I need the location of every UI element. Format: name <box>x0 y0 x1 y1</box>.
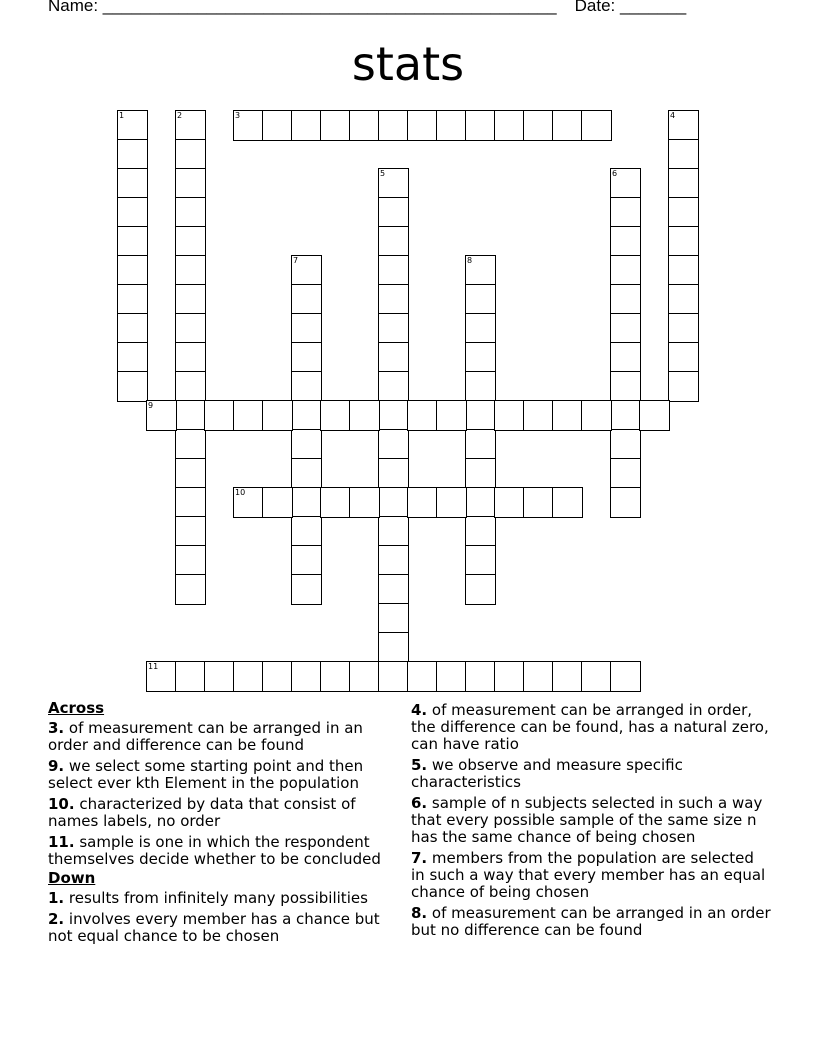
clue-text: involves every member has a chance but not equal chance to be chosen <box>48 910 380 945</box>
cell-number: 9 <box>148 401 154 410</box>
grid-cell[interactable] <box>233 110 264 141</box>
clue-text: of measurement can be arranged in order, the difference can be found, has a natural zero, can have ratio <box>411 701 769 753</box>
clue-text: of measurement can be arranged in an order and difference can be found <box>48 719 363 754</box>
grid-cell[interactable] <box>378 632 409 663</box>
grid-cell[interactable] <box>407 487 438 518</box>
clue-number: 10. <box>48 795 75 813</box>
cell-number: 1 <box>119 111 125 120</box>
grid-cell[interactable] <box>117 284 148 315</box>
grid-cell[interactable] <box>610 168 641 199</box>
grid-cell[interactable] <box>175 226 206 257</box>
grid-cell[interactable] <box>175 342 206 373</box>
grid-cell[interactable] <box>146 400 177 431</box>
grid-cell[interactable] <box>523 110 554 141</box>
clue-down-5 <box>411 757 771 791</box>
clue-number: 2. <box>48 910 65 928</box>
grid-cell[interactable] <box>291 110 322 141</box>
grid-cell[interactable] <box>610 284 641 315</box>
cell-number: 5 <box>380 169 386 178</box>
grid-cell[interactable] <box>436 661 467 692</box>
grid-cell[interactable] <box>523 487 554 518</box>
clues-right-column <box>411 702 771 943</box>
grid-cell[interactable] <box>436 110 467 141</box>
grid-cell[interactable] <box>610 661 641 692</box>
grid-cell[interactable] <box>291 458 322 489</box>
cell-number: 4 <box>670 111 676 120</box>
grid-cell[interactable] <box>320 661 351 692</box>
grid-cell[interactable] <box>610 400 641 431</box>
down-heading: Down <box>48 869 96 887</box>
grid-cell[interactable] <box>291 400 322 431</box>
grid-cell[interactable] <box>349 110 380 141</box>
grid-cell[interactable] <box>378 545 409 576</box>
grid-cell[interactable] <box>204 661 235 692</box>
grid-cell[interactable] <box>175 487 206 518</box>
grid-cell[interactable] <box>610 226 641 257</box>
grid-cell[interactable] <box>262 661 293 692</box>
grid-cell[interactable] <box>407 110 438 141</box>
grid-cell[interactable] <box>581 110 612 141</box>
grid-cell[interactable] <box>175 371 206 402</box>
grid-cell[interactable] <box>668 110 699 141</box>
grid-cell[interactable] <box>610 255 641 286</box>
grid-cell[interactable] <box>668 313 699 344</box>
grid-cell[interactable] <box>175 168 206 199</box>
clue-across-11 <box>48 834 398 868</box>
grid-cell[interactable] <box>436 487 467 518</box>
clues-left-column <box>48 700 398 949</box>
grid-cell[interactable] <box>610 429 641 460</box>
grid-cell[interactable] <box>378 429 409 460</box>
grid-cell[interactable] <box>117 168 148 199</box>
grid-cell[interactable] <box>552 487 583 518</box>
grid-cell[interactable] <box>378 371 409 402</box>
clue-text: of measurement can be arranged in an order but no difference can be found <box>411 904 771 939</box>
grid-cell[interactable] <box>494 110 525 141</box>
clue-text: sample is one in which the respondent themselves decide whether to be concluded <box>48 833 381 868</box>
grid-cell[interactable] <box>465 313 496 344</box>
grid-cell[interactable] <box>668 342 699 373</box>
grid-cell[interactable] <box>204 400 235 431</box>
cell-number: 8 <box>467 256 473 265</box>
grid-cell[interactable] <box>262 487 293 518</box>
grid-cell[interactable] <box>175 661 206 692</box>
grid-cell[interactable] <box>349 661 380 692</box>
grid-cell[interactable] <box>175 458 206 489</box>
grid-cell[interactable] <box>291 371 322 402</box>
grid-cell[interactable] <box>117 139 148 170</box>
grid-cell[interactable] <box>117 371 148 402</box>
grid-cell[interactable] <box>465 661 496 692</box>
grid-cell[interactable] <box>668 371 699 402</box>
grid-cell[interactable] <box>639 400 670 431</box>
grid-cell[interactable] <box>175 429 206 460</box>
clue-number: 4. <box>411 701 428 719</box>
grid-cell[interactable] <box>291 429 322 460</box>
grid-cell[interactable] <box>175 284 206 315</box>
grid-cell[interactable] <box>407 400 438 431</box>
grid-cell[interactable] <box>552 661 583 692</box>
date-field[interactable]: Date: _______ <box>574 0 687 15</box>
grid-cell[interactable] <box>465 516 496 547</box>
clue-text: we select some starting point and then select ever kth Element in the population <box>48 757 364 792</box>
grid-cell[interactable] <box>378 255 409 286</box>
grid-cell[interactable] <box>146 661 177 692</box>
clue-down-1 <box>48 890 398 907</box>
grid-cell[interactable] <box>378 168 409 199</box>
grid-cell[interactable] <box>610 197 641 228</box>
grid-cell[interactable] <box>233 487 264 518</box>
grid-cell[interactable] <box>610 371 641 402</box>
grid-cell[interactable] <box>610 458 641 489</box>
grid-cell[interactable] <box>668 284 699 315</box>
grid-cell[interactable] <box>378 226 409 257</box>
grid-cell[interactable] <box>320 400 351 431</box>
cell-number: 3 <box>235 111 241 120</box>
grid-cell[interactable] <box>291 487 322 518</box>
cell-number: 2 <box>177 111 183 120</box>
clue-text: sample of n subjects selected in such a way that every possible sample of the same size n has the same chance of being chosen <box>411 794 763 846</box>
clue-number: 9. <box>48 757 65 775</box>
clue-number: 6. <box>411 794 428 812</box>
clue-text: we observe and measure specific characteristics <box>411 756 683 791</box>
grid-cell[interactable] <box>465 400 496 431</box>
grid-cell[interactable] <box>668 197 699 228</box>
grid-cell[interactable] <box>581 661 612 692</box>
grid-cell[interactable] <box>378 603 409 634</box>
grid-cell[interactable] <box>407 661 438 692</box>
grid-cell[interactable] <box>552 400 583 431</box>
grid-cell[interactable] <box>175 400 206 431</box>
cell-number: 6 <box>612 169 618 178</box>
grid-cell[interactable] <box>291 284 322 315</box>
grid-cell[interactable] <box>117 313 148 344</box>
grid-cell[interactable] <box>668 139 699 170</box>
grid-cell[interactable] <box>378 342 409 373</box>
grid-cell[interactable] <box>320 487 351 518</box>
clue-number: 3. <box>48 719 65 737</box>
clue-text: members from the population are selected in such a way that every member has an equal chance of being chosen <box>411 849 766 901</box>
grid-cell[interactable] <box>291 342 322 373</box>
grid-cell[interactable] <box>465 487 496 518</box>
grid-cell[interactable] <box>610 487 641 518</box>
clue-down-8 <box>411 905 771 939</box>
cell-number: 10 <box>235 488 246 497</box>
grid-cell[interactable] <box>494 661 525 692</box>
clue-down-2 <box>48 911 398 945</box>
grid-cell[interactable] <box>291 661 322 692</box>
clue-down-7 <box>411 850 771 901</box>
grid-cell[interactable] <box>668 168 699 199</box>
clue-number: 1. <box>48 889 65 907</box>
grid-cell[interactable] <box>262 400 293 431</box>
grid-cell[interactable] <box>175 255 206 286</box>
grid-cell[interactable] <box>262 110 293 141</box>
grid-cell[interactable] <box>378 487 409 518</box>
grid-cell[interactable] <box>465 284 496 315</box>
grid-cell[interactable] <box>175 139 206 170</box>
grid-cell[interactable] <box>465 255 496 286</box>
grid-cell[interactable] <box>291 516 322 547</box>
name-field[interactable]: Name: ________________________________________________ <box>48 0 557 15</box>
grid-cell[interactable] <box>523 400 554 431</box>
grid-cell[interactable] <box>117 342 148 373</box>
grid-cell[interactable] <box>175 197 206 228</box>
grid-cell[interactable] <box>668 226 699 257</box>
grid-cell[interactable] <box>552 110 583 141</box>
grid-cell[interactable] <box>175 545 206 576</box>
grid-cell[interactable] <box>465 458 496 489</box>
clue-text: results from infinitely many possibilities <box>68 889 368 907</box>
clue-number: 7. <box>411 849 428 867</box>
clue-number: 11. <box>48 833 75 851</box>
grid-cell[interactable] <box>581 400 612 431</box>
grid-cell[interactable] <box>494 487 525 518</box>
grid-cell[interactable] <box>378 313 409 344</box>
clue-number: 8. <box>411 904 428 922</box>
grid-cell[interactable] <box>465 545 496 576</box>
grid-cell[interactable] <box>465 110 496 141</box>
grid-cell[interactable] <box>378 110 409 141</box>
clue-number: 5. <box>411 756 428 774</box>
grid-cell[interactable] <box>175 313 206 344</box>
grid-cell[interactable] <box>349 487 380 518</box>
grid-cell[interactable] <box>465 574 496 605</box>
clue-across-10 <box>48 796 398 830</box>
grid-cell[interactable] <box>291 255 322 286</box>
grid-cell[interactable] <box>320 110 351 141</box>
grid-cell[interactable] <box>291 313 322 344</box>
grid-cell[interactable] <box>668 255 699 286</box>
grid-cell[interactable] <box>378 574 409 605</box>
across-heading: Across <box>48 699 105 717</box>
grid-cell[interactable] <box>291 545 322 576</box>
grid-cell[interactable] <box>378 284 409 315</box>
clue-across-3 <box>48 720 398 754</box>
cell-number: 7 <box>293 256 299 265</box>
clue-down-4 <box>411 702 771 753</box>
grid-cell[interactable] <box>494 400 525 431</box>
grid-cell[interactable] <box>117 226 148 257</box>
grid-cell[interactable] <box>378 197 409 228</box>
grid-cell[interactable] <box>378 458 409 489</box>
grid-cell[interactable] <box>436 400 467 431</box>
grid-cell[interactable] <box>233 400 264 431</box>
grid-cell[interactable] <box>117 110 148 141</box>
grid-cell[interactable] <box>175 110 206 141</box>
grid-cell[interactable] <box>117 197 148 228</box>
grid-cell[interactable] <box>610 313 641 344</box>
grid-cell[interactable] <box>117 255 148 286</box>
grid-cell[interactable] <box>610 342 641 373</box>
grid-cell[interactable] <box>465 342 496 373</box>
grid-cell[interactable] <box>233 661 264 692</box>
grid-cell[interactable] <box>378 661 409 692</box>
cell-number: 11 <box>148 662 159 671</box>
clue-down-6 <box>411 795 771 846</box>
grid-cell[interactable] <box>349 400 380 431</box>
grid-cell[interactable] <box>523 661 554 692</box>
clue-across-9 <box>48 758 398 792</box>
puzzle-title: stats <box>351 37 465 91</box>
grid-cell[interactable] <box>378 400 409 431</box>
grid-cell[interactable] <box>465 371 496 402</box>
grid-cell[interactable] <box>378 516 409 547</box>
grid-cell[interactable] <box>291 574 322 605</box>
grid-cell[interactable] <box>175 574 206 605</box>
grid-cell[interactable] <box>175 516 206 547</box>
grid-cell[interactable] <box>465 429 496 460</box>
clue-text: characterized by data that consist of names labels, no order <box>48 795 356 830</box>
